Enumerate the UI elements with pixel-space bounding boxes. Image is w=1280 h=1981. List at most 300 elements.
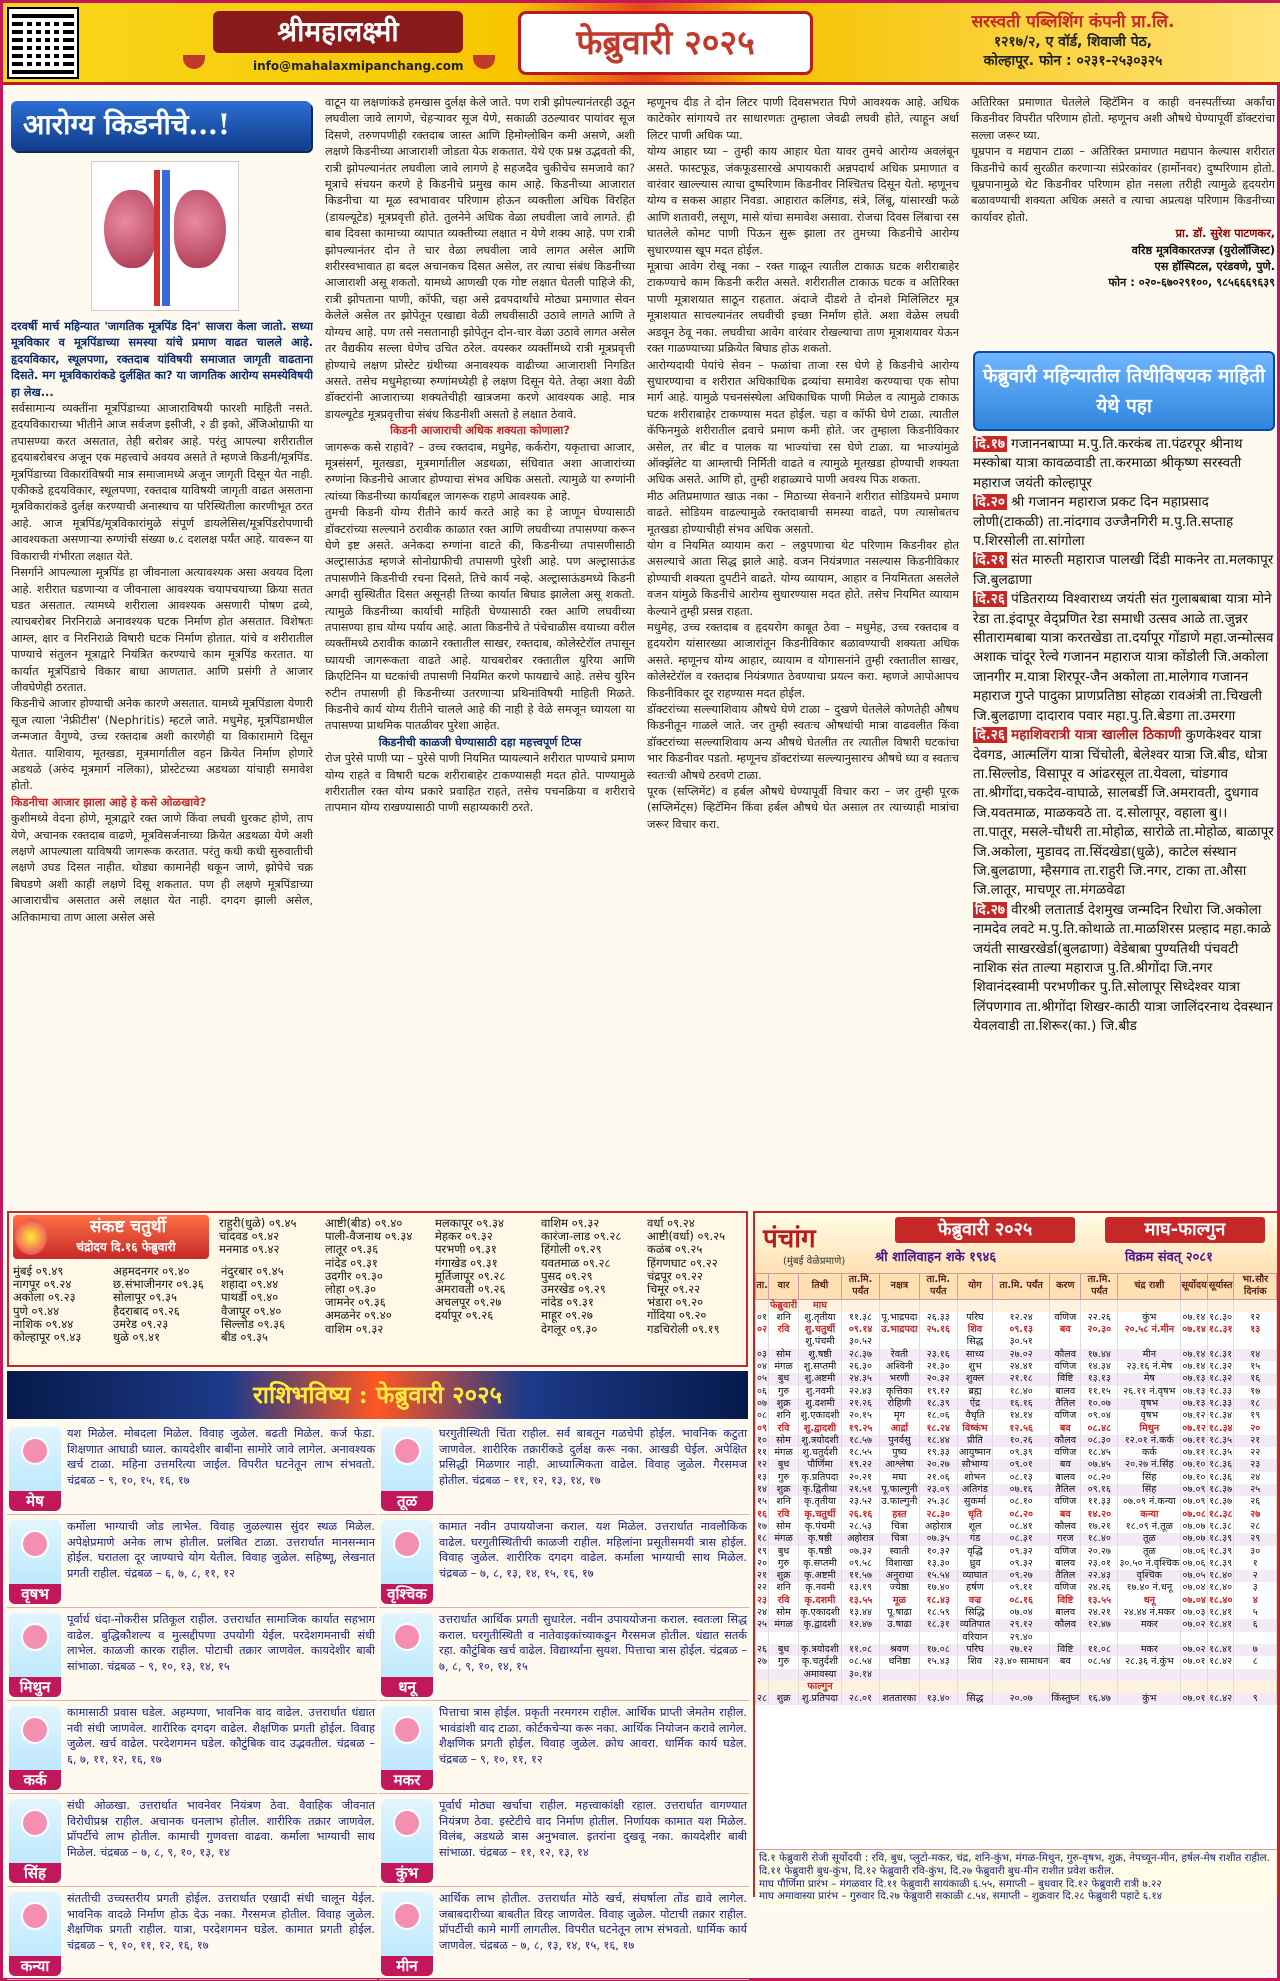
panchang-cell: वणिज — [1050, 1447, 1081, 1459]
zodiac-symbol-icon — [393, 1530, 421, 1558]
panchang-cell: १८.३९ — [919, 1398, 957, 1410]
rashi-prediction: कामासाठी प्रवास घडेल. अहम्पणा, भावनिक वाद वाढेल. उत्तरार्धात धंद्यात नवी संधी जाणवेल. शारीरिक दगदग वाढेल. शैक्षणिक प्रगती होईल. विवाह जुळेल. खर्च वाढेल. परदेशगमन घडेल. कौटुंबिक वाद उद्भवतील. चंद्रबळ – ६, ७, ११, १२, १६, १७ — [67, 1706, 375, 1766]
panchang-row — [756, 1558, 1277, 1570]
panchang-cell: शनि — [768, 1312, 798, 1324]
sankasht-column — [541, 1217, 645, 1336]
article-subheading: किडनीचा आजार झाला आहे हे कसे ओळखावे? — [11, 795, 207, 809]
panchang-cell: ४ — [1234, 1595, 1277, 1607]
panchang-cell: १८.३२ — [1209, 1361, 1233, 1373]
tithi-entry — [973, 901, 1275, 1037]
panchang-cell: ०७.०९ — [1182, 1496, 1206, 1508]
article-column-1 — [11, 319, 313, 1207]
panchang-row — [756, 1472, 1277, 1484]
panchang-cell: ०८.१६ — [992, 1595, 1049, 1607]
panchang-cell: १८.४३ — [919, 1595, 957, 1607]
tithi-entry — [973, 493, 1275, 551]
panchang-cell: १२.५६ — [992, 1423, 1049, 1435]
header-banner — [3, 3, 1280, 85]
zodiac-icon — [381, 1613, 433, 1697]
tithi-section-title: फेब्रुवारी महिन्यातील तिथीविषयक माहिती येथे पहा — [973, 351, 1275, 431]
zodiac-icon — [381, 1706, 433, 1790]
diya-icon — [183, 55, 205, 69]
rashi-prediction: संधी ओळखा. उत्तरार्धात भावनेवर नियंत्रण ठेवा. वैवाहिक जीवनात विरोधीप्रश्न राहील. अचानक धनलाभ होतील. शारीरिक तक्रार जाणवेल. प्रॉपर्टीचे लाभ होतील. कामाची गुणवत्ता वाढवा. कर्माला भाग्याची साथ मिळेल. चंद्रबळ – ७, ८, ९, १०, १३, १४ — [67, 1799, 375, 1859]
panchang-cell: १८.०९ नं.तूळ — [1118, 1521, 1181, 1533]
panchang-cell: बव — [1050, 1459, 1081, 1471]
panchang-cell — [1081, 1632, 1118, 1644]
panchang-cell: गुरु — [768, 1558, 798, 1570]
tithi-entry — [973, 551, 1275, 590]
panchang-cell: १९.२२ — [841, 1459, 879, 1471]
panchang-cell: २०.२७ नं.सिंह — [1118, 1459, 1181, 1471]
panchang-cell: ०७.१४ — [1182, 1348, 1206, 1360]
panchang-cell: १२.०१ नं.कर्क — [1118, 1435, 1181, 1447]
tithi-entry — [973, 435, 1275, 493]
panchang-cell: २६ — [757, 1643, 767, 1655]
ganesh-icon — [15, 1219, 47, 1255]
panchang-cell: २६.३३ — [919, 1312, 957, 1324]
article-paragraph: जागरूक कसे राहावे? – उच्च रक्तदाब, मधुमेह, कर्करोग, यकृताचा आजार, मूत्रसंसर्ग, मूतखडा, मूत्रमार्गातील अडथळा, संधिवात अशा आजारांच्या रुग्णांना किडनीचे आजार होण्याचा संभव अधिक असतो. त्यामुळे या रुग्णांनी त्यांच्या किडनीच्या कार्याबद्दल जागरूक राहणे आवश्यक आहे. — [325, 440, 635, 503]
panchang-cell: १२.२४ — [992, 1312, 1049, 1324]
panchang-cell: बालव — [1050, 1386, 1081, 1398]
panchang-cell: ०७.०७ — [1182, 1520, 1206, 1532]
sankasht-entry: परभणी ०९.३१ — [435, 1242, 497, 1257]
zodiac-icon — [381, 1799, 433, 1883]
panchang-cell: मीन — [1118, 1349, 1181, 1361]
panchang-cell: ११.३३ — [1081, 1496, 1118, 1508]
panchang-cell — [1181, 1632, 1208, 1644]
panchang-cell: बव — [1050, 1656, 1081, 1668]
sankasht-entry: गोंदिया ०९.२० — [647, 1308, 707, 1323]
panchang-cell: कृ.द्वादशी — [799, 1619, 842, 1631]
publisher-info — [873, 9, 1273, 70]
panchang-cell: ११ — [757, 1447, 767, 1459]
panchang-column-header: ता.मि. पर्यंत — [1081, 1274, 1118, 1300]
panchang-cell: १८.३१ — [1208, 1324, 1233, 1336]
tithi-text: श्री गजानन महाराज प्रकट दिन महाप्रसाद लोणी(टाकळी) ता.नांदगाव उज्जैनगिरी म.पु.ति.सप्ताह प.शिरसोली ता.सांगोला — [973, 494, 1234, 550]
panchang-cell: १८.५९ — [919, 1607, 957, 1619]
panchang-cell — [1118, 1632, 1181, 1644]
sankasht-entry: अचलपूर ०९.२७ — [435, 1295, 502, 1310]
panchang-cell: वणिज — [1050, 1312, 1081, 1324]
panchang-cell: १८.५५ — [841, 1447, 879, 1459]
zodiac-icon — [381, 1892, 433, 1976]
panchang-cell: १९ — [757, 1545, 767, 1557]
panchang-cell: १५ — [757, 1496, 767, 1508]
panchang-cell: १७.४४ — [1081, 1349, 1118, 1361]
panchang-cell — [1234, 1681, 1277, 1693]
panchang-cell: मंगळ — [768, 1533, 798, 1545]
panchang-cell: २८.०१ — [841, 1693, 879, 1705]
panchang-cell: शु.दशमी — [799, 1398, 842, 1410]
panchang-cell — [957, 1681, 992, 1693]
rashi-prediction: घरगुतीस्थिती चिंता राहील. सर्व बाबतून गळचेपी होईल. भावनिक कटुता जाणवेल. शारीरिक तक्रारींकडे दुर्लक्ष करू नका. आखडी घेईल. अपेक्षित प्रसिद्धी मिळणार नाही. आध्यात्मिकता वाढेल. विवाह जुळेल. गैरसमज होतील. चंद्रबळ – ११, १२, १३, १४, १७ — [439, 1427, 747, 1487]
panchang-cell: १३.१९ — [841, 1582, 879, 1594]
panchang-cell — [880, 1336, 919, 1348]
panchang-cell: अश्विनी — [880, 1361, 919, 1373]
panchang-cell: ०७.१४ — [1182, 1311, 1206, 1323]
panchang-cell: वणिज — [1050, 1582, 1081, 1594]
panchang-cell: मृग — [880, 1410, 919, 1422]
sankasht-entry: चंद्रपूर ०९.२२ — [647, 1268, 703, 1283]
panchang-cell: १६ — [757, 1508, 767, 1520]
tithi-date: दि.२६ — [975, 727, 1005, 744]
panchang-cell: १८.३५ — [1209, 1447, 1233, 1459]
panchang-cell: ५ — [1234, 1607, 1277, 1619]
panchang-cell: १९ — [1234, 1410, 1277, 1422]
zodiac-symbol-icon — [393, 1623, 421, 1651]
panchang-cell — [841, 1681, 879, 1693]
panchang-cell: २४.३५ — [841, 1373, 879, 1385]
panchang-cell: २० — [757, 1557, 767, 1569]
panchang-cell: शुक्र — [768, 1398, 798, 1410]
panchang-cell: ०९.३२ — [992, 1546, 1049, 1558]
sankasht-entry: वाशिम ०९.३२ — [325, 1321, 384, 1336]
panchang-cell: पौर्णिमा — [799, 1459, 842, 1471]
rashi-card — [379, 1609, 749, 1701]
panchang-cell: कृ.सप्तमी — [799, 1558, 842, 1570]
panchang-cell: ०५ — [757, 1373, 767, 1385]
panchang-cell — [756, 1299, 769, 1312]
rashi-prediction: उत्तरार्धात आर्थिक प्रगती सुधारेल. नवीन उपाययोजना कराल. स्वतःला सिद्ध कराल. घरगुतीस्थिती व नातेवाइकांच्याकडून गैरसमज होतील. धंद्यात सतर्क रहा. कौटुंबिक खर्च वाढेल. विद्यार्थ्यांना सुयश. पित्ताचा त्रास होईल. चंद्रबळ – ७, ८, ९, १०, १४, १५ — [439, 1613, 747, 1673]
panchang-cell: १५.४३ — [919, 1656, 957, 1668]
panchang-cell: पू.षाढा — [880, 1607, 919, 1619]
panchang-cell: १८.४५ — [1081, 1447, 1118, 1459]
diya-icon — [473, 55, 495, 69]
panchang-cell — [1050, 1669, 1081, 1681]
panchang-row — [756, 1644, 1277, 1656]
panchang-cell — [1234, 1336, 1277, 1348]
panchang-cell: १८.४२ — [1209, 1693, 1233, 1705]
panchang-cell: १८.३३ — [1209, 1385, 1233, 1397]
rashi-prediction: पित्ताचा त्रास होईल. प्रकृती नरमगरम राहील. आर्थिक प्राप्ती जेमतेम राहील. भावंडांशी वाद टाळा. कोर्टकचेऱ्या करू नका. आर्थिक नियोजन करावे लागेल. शैक्षणिक प्रगती होईल. विवाह जुळेल. क्रोध आवरा. धार्मिक कार्य घडेल. चंद्रबळ – ९, १०, ११, १२ — [439, 1706, 747, 1766]
panchang-cell: विशाखा — [880, 1558, 919, 1570]
panchang-cell: शु.त्रयोदशी — [799, 1435, 842, 1447]
rashi-name: मकर — [381, 1770, 433, 1790]
panchang-cell: ०८.१० — [992, 1496, 1049, 1508]
panchang-cell — [1234, 1299, 1277, 1312]
tithi-date: दि.१७ — [975, 436, 1005, 452]
panchang-cell: ०९.०४ — [1081, 1410, 1118, 1422]
panchang-cell: १९.१२ — [919, 1386, 957, 1398]
sankasht-entry: अमरावती ०९.२६ — [435, 1282, 506, 1297]
panchang-row — [756, 1656, 1277, 1668]
tithi-date: दि.२७ — [975, 901, 1005, 918]
panchang-cell: ०७.१४ — [1182, 1361, 1206, 1373]
sankasht-entry: कळंब ०९.२५ — [647, 1242, 703, 1257]
panchang-cell: ०७.३२ — [841, 1546, 879, 1558]
panchang-row — [756, 1484, 1277, 1496]
panchang-cell — [1081, 1681, 1118, 1693]
tithi-text: महाशिवरात्री यात्रा खालील ठिकाणी — [1011, 727, 1182, 744]
panchang-cell: रोहिणी — [880, 1398, 919, 1410]
panchang-cell: २१.०६ — [919, 1472, 957, 1484]
panchang-row — [756, 1459, 1277, 1471]
sankasht-entry: लातूर ०९.३६ — [325, 1242, 379, 1257]
panchang-row — [756, 1496, 1277, 1508]
panchang-cell: शु.अष्टमी — [799, 1373, 842, 1385]
panchang-cell — [992, 1299, 1049, 1312]
panchang-cell: ०९.३९ — [992, 1447, 1049, 1459]
panchang-cell: १४ — [757, 1484, 767, 1496]
panchang-cell: २३.४० सामाधन — [993, 1656, 1049, 1668]
sankasht-entry: भंडारा ०९.२० — [647, 1295, 704, 1310]
panchang-table — [755, 1273, 1277, 1705]
panchang-cell: १३.३० — [919, 1558, 957, 1570]
panchang-cell: वणिज — [1050, 1546, 1081, 1558]
tithi-date: दि.२१ — [975, 552, 1005, 569]
panchang-maas: माघ-फाल्गुन — [1105, 1217, 1265, 1243]
panchang-cell: २४.२६ — [1081, 1582, 1118, 1594]
article-paragraph: योग्य आहार घ्या – तुम्ही काय आहार घेता यावर तुमचे आरोग्य अवलंबून असते. फास्टफूड, जंकफूडसारखे अपायकारी अन्नपदार्थ अधिक प्रमाणात व वारंवार खाल्ल्यास त्याचा दुष्परिणाम किडनीवर निश्चितच दिसून येतो. म्हणूनच योग्य व सकस आहार निवडा. आहारात कलिंगड, संत्रे, लिंबू, यांसारखी फळे आणि शतावरी, लसूण, मासे यांचा समावेश असावा. रोजचा दिवस लिंबाचा रस घातलेले कोमट पाणी पिऊन सुरू झाला तर तुमच्या किडनीचे आरोग्य सुधारण्यास खूप मदत होईल. — [647, 145, 959, 257]
panchang-cell: ०८.४८ — [1081, 1423, 1118, 1435]
panchang-box — [753, 1211, 1279, 1903]
panchang-cell: १५.५४ — [919, 1570, 957, 1582]
panchang-cell: चित्रा — [880, 1533, 919, 1545]
panchang-cell: ०७.०१ — [1182, 1693, 1206, 1705]
panchang-cell: २२.४३ — [841, 1386, 879, 1398]
panchang-month: फेब्रुवारी २०२५ — [895, 1217, 1075, 1243]
panchang-cell — [880, 1669, 919, 1681]
panchang-cell: ऐंद्र — [957, 1398, 992, 1410]
brand-email[interactable]: info@mahalaxmipanchang.com — [253, 59, 464, 73]
panchang-cell: २५ — [1234, 1484, 1277, 1496]
tithi-list — [973, 435, 1275, 1037]
sankasht-entry: मुंबई ०९.४९ — [13, 1264, 64, 1278]
panchang-cell: प्रीति — [957, 1435, 992, 1447]
sankasht-entry: शहादा ०९.४४ — [221, 1277, 279, 1292]
panchang-row — [756, 1361, 1277, 1373]
panchang-footer — [755, 1849, 1277, 1905]
panchang-cell: पुनर्वसु — [880, 1435, 919, 1447]
panchang-cell — [1050, 1681, 1081, 1693]
zodiac-symbol-icon — [21, 1437, 49, 1465]
panchang-cell: १५ — [1234, 1361, 1277, 1373]
panchang-cell: कृ.नवमी — [799, 1582, 842, 1594]
panchang-row — [756, 1693, 1277, 1705]
zodiac-symbol-icon — [393, 1809, 421, 1837]
panchang-cell: वरियान — [957, 1632, 992, 1644]
panchang-column-header: योग — [957, 1274, 992, 1300]
rashi-prediction: कामात नवीन उपाययोजना कराल. यश मिळेल. उत्तरार्धात नावलौकिक वाढेल. घरगुतीस्थितीची काळजी राहील. महिलांना प्रसूतीसमयी त्रास होईल. विवाह जुळेल. शारीरिक दगदग वाढेल. कर्माला भाग्याची साथ मिळेल. चंद्रबळ – ७, ८, १३, १४, १५, १६, १७ — [439, 1520, 747, 1580]
panchang-cell: शु.पंचमी — [799, 1336, 842, 1348]
panchang-cell: १ — [1234, 1558, 1277, 1570]
panchang-cell: २१ — [757, 1570, 767, 1582]
rashi-card — [379, 1516, 749, 1608]
panchang-footer-note: दि.१ फेब्रुवारी रोजी सूर्योदयी : रवि, बुध, प्लुटो-मकर, चंद्र, शनि-कुंभ, मंगळ-मिथुन, गुरु-वृषभ, शुक्र, नेपच्यून-मीन, हर्षल-मेष राशीत राहील. दि.११ फेब्रुवारी बुध-कुंभ, दि.१२ फेब्रुवारी रवि-कुंभ, दि.२७ फेब्रुवारी बुध-मीन राशीत प्रवेश करील. — [759, 1852, 1270, 1877]
panchang-row — [756, 1607, 1277, 1619]
sankasht-entry: कोल्हापूर ०९.४३ — [13, 1330, 82, 1345]
panchang-cell: कृ.तृतीया — [799, 1496, 842, 1508]
panchang-cell: विष्कंभ — [957, 1423, 992, 1435]
panchang-cell: चित्रा — [880, 1521, 919, 1533]
panchang-cell — [799, 1632, 842, 1644]
panchang-cell: ०७.१० — [1182, 1471, 1206, 1483]
sankasht-chaturthi-box — [7, 1211, 748, 1367]
tithi-text: वीरश्री लतातार्ड देशमुख जन्मदिन रिधोरा जि.अकोला नामदेव लवटे म.पु.ति.कोथाळे ता.माळशिरस प्रल्हाद महा.काळे जयंती साखरखेर्डा(बुलढाणा) वेडेबाबा पुण्यतिथी पंचवटी नाशिक संत ताल्या महाराज पु.ति.श्रीगोंदा जि.नगर शिवानंदस्वामी परभणीकर पु.ति.सोलापूर सिध्देश्वर यात्रा लिंपणगाव ता.श्रीगोंदा शिखर-काठी यात्रा जालिंदरनाथ देवस्थान येवलवाडी ता.शिरूर(का.) जि.बीड — [973, 901, 1273, 1035]
panchang-column-header: ता. — [756, 1274, 769, 1300]
panchang-cell: कृ.षष्ठी — [799, 1546, 842, 1558]
panchang-cell: फाल्गुन — [799, 1681, 842, 1693]
panchang-cell: बालव — [1050, 1558, 1081, 1570]
panchang-cell — [768, 1681, 798, 1693]
panchang-cell: कन्या — [1118, 1509, 1181, 1521]
panchang-column-header: सूर्यास्त — [1207, 1274, 1234, 1300]
panchang-cell — [756, 1336, 769, 1348]
month-title: फेब्रुवारी २०२५ — [518, 11, 813, 75]
panchang-cell: वणिज — [1050, 1361, 1081, 1373]
panchang-cell: १८.४० — [992, 1386, 1049, 1398]
panchang-cell: ०७.१६ — [992, 1484, 1049, 1496]
panchang-cell: १८.४० — [1208, 1594, 1233, 1606]
panchang-cell — [1181, 1669, 1208, 1681]
rashi-name: मेष — [9, 1491, 61, 1511]
panchang-cell: २५ — [757, 1619, 767, 1631]
panchang-cell: ०७.३५ — [919, 1533, 957, 1545]
panchang-cell: शनि — [768, 1496, 798, 1508]
zodiac-symbol-icon — [21, 1809, 49, 1837]
panchang-cell: १८.३१ — [1209, 1348, 1233, 1360]
panchang-row — [756, 1410, 1277, 1422]
panchang-cell: १८.४० — [1081, 1533, 1118, 1545]
panchang-cell: शूल — [957, 1521, 992, 1533]
tithi-date: दि.२६ — [975, 591, 1005, 608]
article-column-2 — [325, 95, 635, 1207]
panchang-cell: १२.४७ — [841, 1619, 879, 1631]
panchang-cell: २८ — [757, 1693, 767, 1705]
panchang-cell: ०८.५४ — [841, 1656, 879, 1668]
article-paragraph: तुमची किडनी योग्य रीतीने कार्य करते आहे का हे जाणून घेण्यासाठी डॉक्टरांच्या सल्ल्याने ठरावीक काळात रक्त आणि लघवीच्या तपासण्या करून घेणे इष्ट असते. अनेकदा रुग्णांना वाटते की, किडनीच्या तपासणीसाठी अल्ट्रासाऊंड म्हणजे सोनोग्राफीची तपासणी पुरेशी आहे. पण अल्ट्रासाऊंड तपासणीने किडनीची रचना दिसते, तिचे कार्य नव्हे. अल्ट्रासाऊंडमध्ये किडनी अगदी सुस्थितीत दिसत असूनही तिच्या कार्यात बिघाड झालेला असू शकतो. त्यामुळे किडनीच्या कार्याची माहिती घेण्यासाठी रक्त आणि लघवीच्या तपासण्या हाच योग्य पर्याय आहे. आता किडनीचे ते पंचेचाळीस वयाच्या वरील व्यक्तींमध्ये ठरावीक काळाने रक्तातील साखर, रक्तदाब, कोलेस्टेरॉल तपासून घ्यायची जागरूकता वाढते आहे. याचबरोबर रक्तातील युरिया आणि क्रिएटिनिन या घटकांची तपासणी नियमित करणे फायद्याचे आहे. तसेच युरिन रुटीन तपासणी ही किडनीच्या उतरणाऱ्या प्रथिनांविषयी माहिती मिळते. किडनीचे कार्य योग्य रीतीने चालले आहे की नाही हे वेळे समजून घ्यायला या तपासण्या प्राथमिक पातळीवर पुरेशा आहेत. — [325, 506, 635, 733]
zodiac-icon — [9, 1799, 61, 1883]
panchang-cell: ध्रुव — [957, 1558, 992, 1570]
sankasht-column — [13, 1265, 109, 1344]
panchang-column-header: चंद्र राशी — [1118, 1274, 1181, 1300]
panchang-cell: २१.५१ — [841, 1484, 879, 1496]
panchang-cell: भरणी — [880, 1373, 919, 1385]
sankasht-entry: सिल्लोड ०९.३६ — [221, 1316, 286, 1331]
panchang-cell — [1207, 1669, 1234, 1681]
panchang-cell: २४ — [1234, 1472, 1277, 1484]
panchang-cell: १३.४४ — [841, 1607, 879, 1619]
panchang-cell: ७ — [1234, 1644, 1277, 1656]
panchang-cell — [957, 1669, 992, 1681]
panchang-cell: कृ.द्वितीया — [799, 1484, 842, 1496]
panchang-cell: ११.०८ — [1081, 1644, 1118, 1656]
panchang-cell: १८.४१ — [1209, 1643, 1233, 1655]
panchang-subtitle: (मुंबई वेळेप्रमाणे) — [783, 1256, 846, 1267]
panchang-cell: २२ — [1234, 1447, 1277, 1459]
rashi-card — [379, 1423, 749, 1515]
article-paragraph: म्हणूनच दीड ते दोन लिटर पाणी दिवसभरात पिणे आवश्यक आहे. अधिक काटेकोर सांगायचे तर साधारणतः तुम्हाला जेवढी लघवी होते, त्याहून अर्धा लिटर पाणी अधिक प्या. — [647, 96, 959, 142]
panchang-cell: १३.५५ — [841, 1595, 879, 1607]
panchang-cell: १२.४७ — [1081, 1619, 1118, 1631]
panchang-cell: सोम — [768, 1435, 798, 1447]
panchang-cell: ०७.१४ — [1182, 1324, 1206, 1336]
panchang-cell: १३.४० — [919, 1693, 957, 1705]
panchang-cell — [1207, 1632, 1234, 1644]
sankasht-entry: आष्टी(बीड) ०९.४० — [325, 1216, 403, 1230]
sankasht-entry: नंदुरबार ०९.४५ — [221, 1264, 284, 1278]
panchang-cell: २५.३८ — [919, 1496, 957, 1508]
panchang-cell: १९.२५ — [841, 1423, 879, 1435]
panchang-cell: पुष्य — [880, 1447, 919, 1459]
brand-title: श्रीमहालक्ष्मी — [213, 11, 463, 53]
panchang-cell: सोम — [768, 1521, 798, 1533]
panchang-cell: कृ.एकादशी — [800, 1607, 840, 1619]
kidney-image — [91, 161, 239, 311]
panchang-cell: सिंह — [1118, 1472, 1181, 1484]
panchang-cell: १०.०७ — [1081, 1398, 1118, 1410]
sankasht-entry: दर्यापूर ०९.२६ — [435, 1308, 494, 1323]
panchang-cell: २६.३० — [841, 1361, 879, 1373]
panchang-cell — [992, 1681, 1049, 1693]
panchang-cell: तूळ — [1118, 1546, 1181, 1558]
zodiac-icon — [9, 1613, 61, 1697]
panchang-cell: अहोरात्र — [841, 1533, 879, 1545]
panchang-cell: २ — [1234, 1570, 1277, 1582]
panchang-cell: १३ — [1234, 1324, 1277, 1336]
panchang-cell: विष्टि — [1050, 1595, 1081, 1607]
panchang-cell: शु.नवमी — [799, 1386, 842, 1398]
panchang-cell: २३.५२ — [841, 1496, 879, 1508]
panchang-cell: उ.भाद्रपदा — [881, 1324, 918, 1336]
panchang-cell: १८.३७ — [1209, 1484, 1233, 1496]
panchang-cell — [919, 1681, 957, 1693]
panchang-cell: ८ — [1234, 1656, 1277, 1668]
panchang-row — [756, 1336, 1277, 1348]
panchang-cell: १३.१३ — [1081, 1373, 1118, 1385]
panchang-cell: २९.४० — [992, 1632, 1049, 1644]
panchang-cell — [1181, 1336, 1208, 1348]
panchang-cell: मेष — [1118, 1373, 1181, 1385]
panchang-cell — [1118, 1681, 1181, 1693]
sankasht-column — [113, 1265, 223, 1344]
panchang-row — [756, 1669, 1277, 1681]
panchang-cell: शु.प्रतिपदा — [799, 1693, 842, 1705]
article-paragraph: सर्वसामान्य व्यक्तींना मूत्रपिंडाच्या आजाराविषयी फारशी माहिती नसते. हृदयविकाराच्या भीतीने आज सर्वजण इसीजी, २ डी इको, अँजिओग्राफी या तपासण्या करत असतात, तेही बरोबर आहे. परंतु आपल्या शरीरातील हृदयाबरोबरच अजून एक महत्त्वाचे अवयव असते ते म्हणजे किडनी/मूत्रपिंड. मूत्रपिंडाच्या विकारांविषयी मात्र समाजामध्ये अजून जागृती दिसून येत नाही. एकीकडे हृदयविकार, स्थूलपणा, रक्तदाब याविषयी जागृती वाढत असताना मूत्रविकारांकडे दुर्लक्ष करण्याची अनास्थाच या परिस्थितीला कारणीभूत ठरत आहे. आज मूत्रपिंड/मूत्रविकारांमुळे संपूर्ण डायलेसिस/मूत्रपिंडरोपणाची आवश्यकता असणाऱ्या रुग्णांची संख्या ७.८ दशलक्ष पर्यंत आहे. यावरून या विकाराची गंभीरता लक्षात येते. — [11, 402, 313, 563]
panchang-row — [756, 1435, 1277, 1447]
panchang-cell: १८.३४ — [1208, 1422, 1233, 1434]
panchang-cell: सुकर्मा — [957, 1496, 992, 1508]
panchang-cell: १४.१४ — [992, 1410, 1049, 1422]
panchang-cell: तैतिल — [1050, 1570, 1081, 1582]
sankasht-entry: मनमाड ०९.४२ — [219, 1242, 280, 1257]
panchang-cell: २३.१६ नं.मेष — [1118, 1361, 1181, 1373]
panchang-cell: २३.०९ — [919, 1484, 957, 1496]
sankasht-entry: वर्धा ०९.२४ — [647, 1216, 695, 1230]
panchang-row — [756, 1521, 1277, 1533]
sankasht-entry: मलकापूर ०९.३४ — [435, 1216, 504, 1230]
panchang-cell: अहोरात्र — [919, 1521, 957, 1533]
panchang-cell — [957, 1299, 992, 1312]
zodiac-icon — [381, 1427, 433, 1511]
panchang-cell — [768, 1632, 798, 1644]
panchang-cell: कौलव — [1050, 1619, 1081, 1631]
panchang-cell: वृश्चिक — [1118, 1570, 1181, 1582]
panchang-cell: १८.२४ — [919, 1423, 957, 1435]
panchang-cell: बव — [1050, 1423, 1081, 1435]
panchang-cell: ०७.०२ — [1182, 1619, 1206, 1631]
panchang-cell: १८.४० — [1209, 1570, 1233, 1582]
panchang-row — [756, 1632, 1277, 1644]
sankasht-entry: राहुरी(धुळे) ०९.४५ — [219, 1216, 297, 1230]
panchang-cell: ०८.२० — [1081, 1472, 1118, 1484]
panchang-cell: ०७.०४ — [1182, 1594, 1206, 1606]
panchang-cell: सिद्धि — [957, 1607, 992, 1619]
rashi-name: तूळ — [381, 1491, 433, 1511]
panchang-cell: शु.एकादशी — [800, 1410, 840, 1422]
panchang-cell: पू.भाद्रपदा — [881, 1311, 918, 1323]
panchang-cell: तैतिल — [1050, 1484, 1081, 1496]
